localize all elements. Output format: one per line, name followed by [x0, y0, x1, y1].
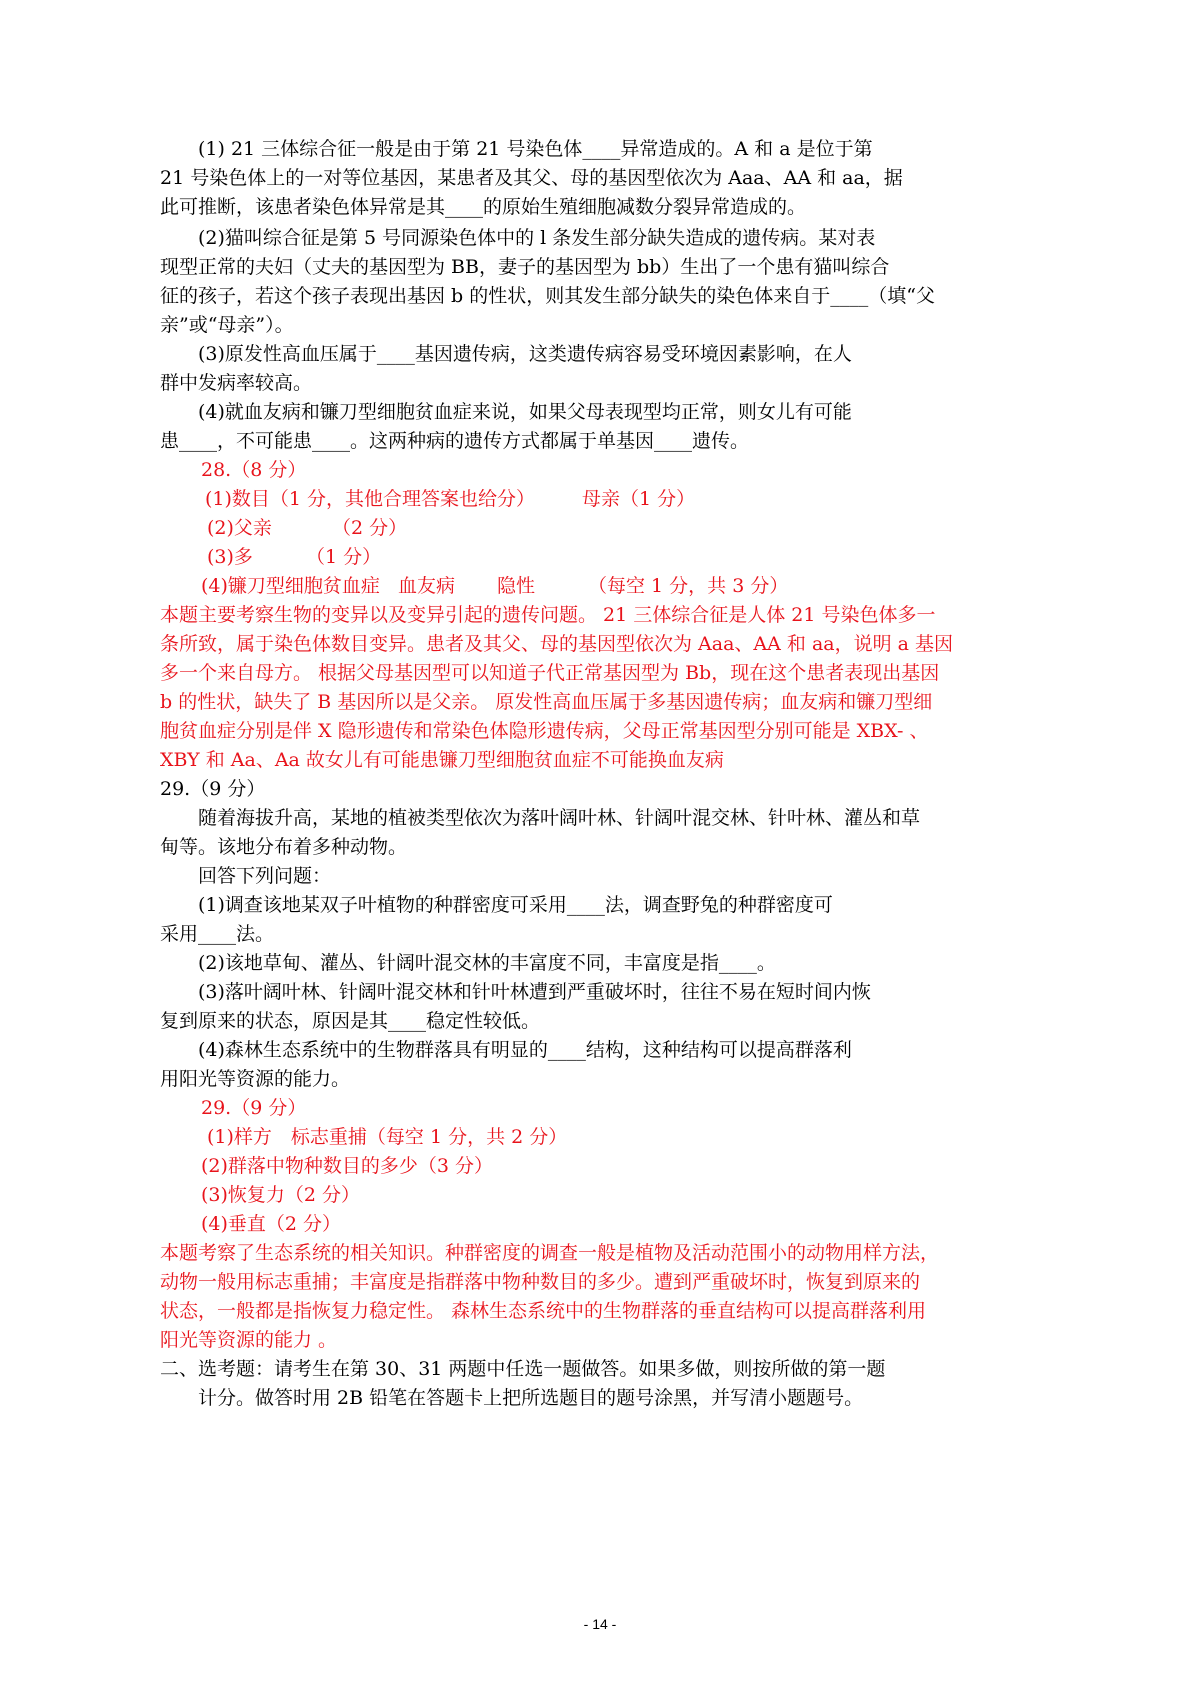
q29-p4-line1: (4)森林生态系统中的生物群落具有明显的____结构，这种结构可以提高群落利 [198, 1039, 852, 1061]
q29-prompt: 回答下列问题： [198, 865, 332, 887]
answer28-explanation-line6: XBY 和 Aa、Aa 故女儿有可能患镰刀型细胞贫血症不可能换血友病 [160, 749, 724, 771]
answer28-item4-b: 血友病 [398, 575, 456, 597]
q27-p1-line2: 21 号染色体上的一对等位基因，某患者及其父、母的基因型依次为 Aaa、AA 和 aa，据 [160, 167, 903, 189]
q29-p3-line2: 复到原来的状态，原因是其____稳定性较低。 [160, 1010, 541, 1032]
answer28-explanation-line5: 胞贫血症分别是伴 X 隐形遗传和常染色体隐形遗传病，父母正常基因型分别可能是 XBX- 、 [160, 720, 929, 742]
answer28-title: 28.（8 分） [201, 459, 307, 481]
answer28-item1: (1)数目（1 分，其他合理答案也给分） [205, 488, 536, 510]
answer29-explanation-line4: 阳光等资源的能力 。 [160, 1329, 338, 1351]
section2-line2: 计分。做答时用 2B 铅笔在答题卡上把所选题目的题号涂黑，并写清小题题号。 [198, 1387, 864, 1409]
q29-title: 29.（9 分） [160, 778, 266, 800]
answer29-item3: (3)恢复力（2 分） [201, 1184, 361, 1206]
answer28-item3: (3)多 [207, 546, 253, 568]
q29-intro-line2: 甸等。该地分布着多种动物。 [160, 836, 408, 858]
answer29-item1: (1)样方 标志重捕（每空 1 分，共 2 分） [207, 1126, 568, 1148]
q29-p1-line1: (1)调查该地某双子叶植物的种群密度可采用____法，调查野兔的种群密度可 [198, 894, 833, 916]
page-number: - 14 - [583, 1616, 617, 1632]
q29-p2: (2)该地草甸、灌丛、针阔叶混交林的丰富度不同，丰富度是指____。 [198, 952, 776, 974]
q27-p3-line2: 群中发病率较高。 [160, 372, 313, 394]
answer29-item2: (2)群落中物种数目的多少（3 分） [201, 1155, 494, 1177]
q29-p1-line2: 采用____法。 [160, 923, 275, 945]
q27-p1-line3: 此可推断，该患者染色体异常是其____的原始生殖细胞减数分裂异常造成的。 [160, 196, 807, 218]
q29-intro-line1: 随着海拔升高，某地的植被类型依次为落叶阔叶林、针阔叶混交林、针叶林、灌丛和草 [198, 807, 921, 829]
answer29-item4: (4)垂直（2 分） [201, 1213, 342, 1235]
answer28-explanation-line1: 本题主要考察生物的变异以及变异引起的遗传问题。 21 三体综合征是人体 21 号染色体多一 [160, 604, 936, 626]
answer28-explanation-line2: 条所致，属于染色体数目变异。患者及其父、母的基因型依次为 Aaa、AA 和 aa，说明 a 基因 [160, 633, 954, 655]
answer28-explanation-line3: 多一个来自母方。 根据父母基因型可以知道子代正常基因型为 Bb，现在这个患者表现出基因 [160, 662, 940, 684]
q29-p3-line1: (3)落叶阔叶林、针阔叶混交林和针叶林遭到严重破坏时，往往不易在短时间内恢 [198, 981, 871, 1003]
answer28-item2-score: （2 分） [332, 517, 408, 539]
section2-line1: 二、选考题：请考生在第 30、31 两题中任选一题做答。如果多做，则按所做的第一题 [160, 1358, 886, 1380]
answer28-explanation-line4: b 的性状，缺失了 B 基因所以是父亲。 原发性高血压属于多基因遗传病；血友病和镰刀型细 [160, 691, 933, 713]
answer29-explanation-line2: 动物一般用标志重捕；丰富度是指群落中物种数目的多少。遭到严重破坏时，恢复到原来的 [160, 1271, 921, 1293]
answer28-item4-score: （每空 1 分，共 3 分） [588, 575, 789, 597]
answer29-title: 29.（9 分） [201, 1097, 307, 1119]
q27-p3-line1: (3)原发性高血压属于____基因遗传病，这类遗传病容易受环境因素影响，在人 [198, 343, 852, 365]
answer29-explanation-line1: 本题考察了生态系统的相关知识。种群密度的调查一般是植物及活动范围小的动物用样方法， [160, 1242, 940, 1264]
q29-p4-line2: 用阳光等资源的能力。 [160, 1068, 351, 1090]
q27-p2-line1: (2)猫叫综合征是第 5 号同源染色体中的 l 条发生部分缺失造成的遗传病。某对表 [198, 227, 876, 249]
answer28-item1-second: 母亲（1 分） [582, 488, 696, 510]
answer29-explanation-line3: 状态，一般都是指恢复力稳定性。 森林生态系统中的生物群落的垂直结构可以提高群落利用 [160, 1300, 927, 1322]
answer28-item2: (2)父亲 [207, 517, 272, 539]
q27-p1-line1: (1) 21 三体综合征一般是由于第 21 号染色体____异常造成的。A 和 a 是位于第 [198, 138, 873, 160]
q27-p4-line1: (4)就血友病和镰刀型细胞贫血症来说，如果父母表现型均正常，则女儿有可能 [198, 401, 852, 423]
answer28-item3-score: （1 分） [306, 546, 382, 568]
q27-p4-line2: 患____，不可能患____。这两种病的遗传方式都属于单基因____遗传。 [160, 430, 750, 452]
q27-p2-line2: 现型正常的夫妇（丈夫的基因型为 BB，妻子的基因型为 bb）生出了一个患有猫叫综合 [160, 256, 890, 278]
q27-p2-line3: 征的孩子，若这个孩子表现出基因 b 的性状，则其发生部分缺失的染色体来自于____（填“父 [160, 285, 935, 307]
q27-p2-line4: 亲”或“母亲”）。 [160, 314, 294, 336]
answer28-item4: (4)镰刀型细胞贫血症 [201, 575, 380, 597]
answer28-item4-c: 隐性 [497, 575, 536, 597]
